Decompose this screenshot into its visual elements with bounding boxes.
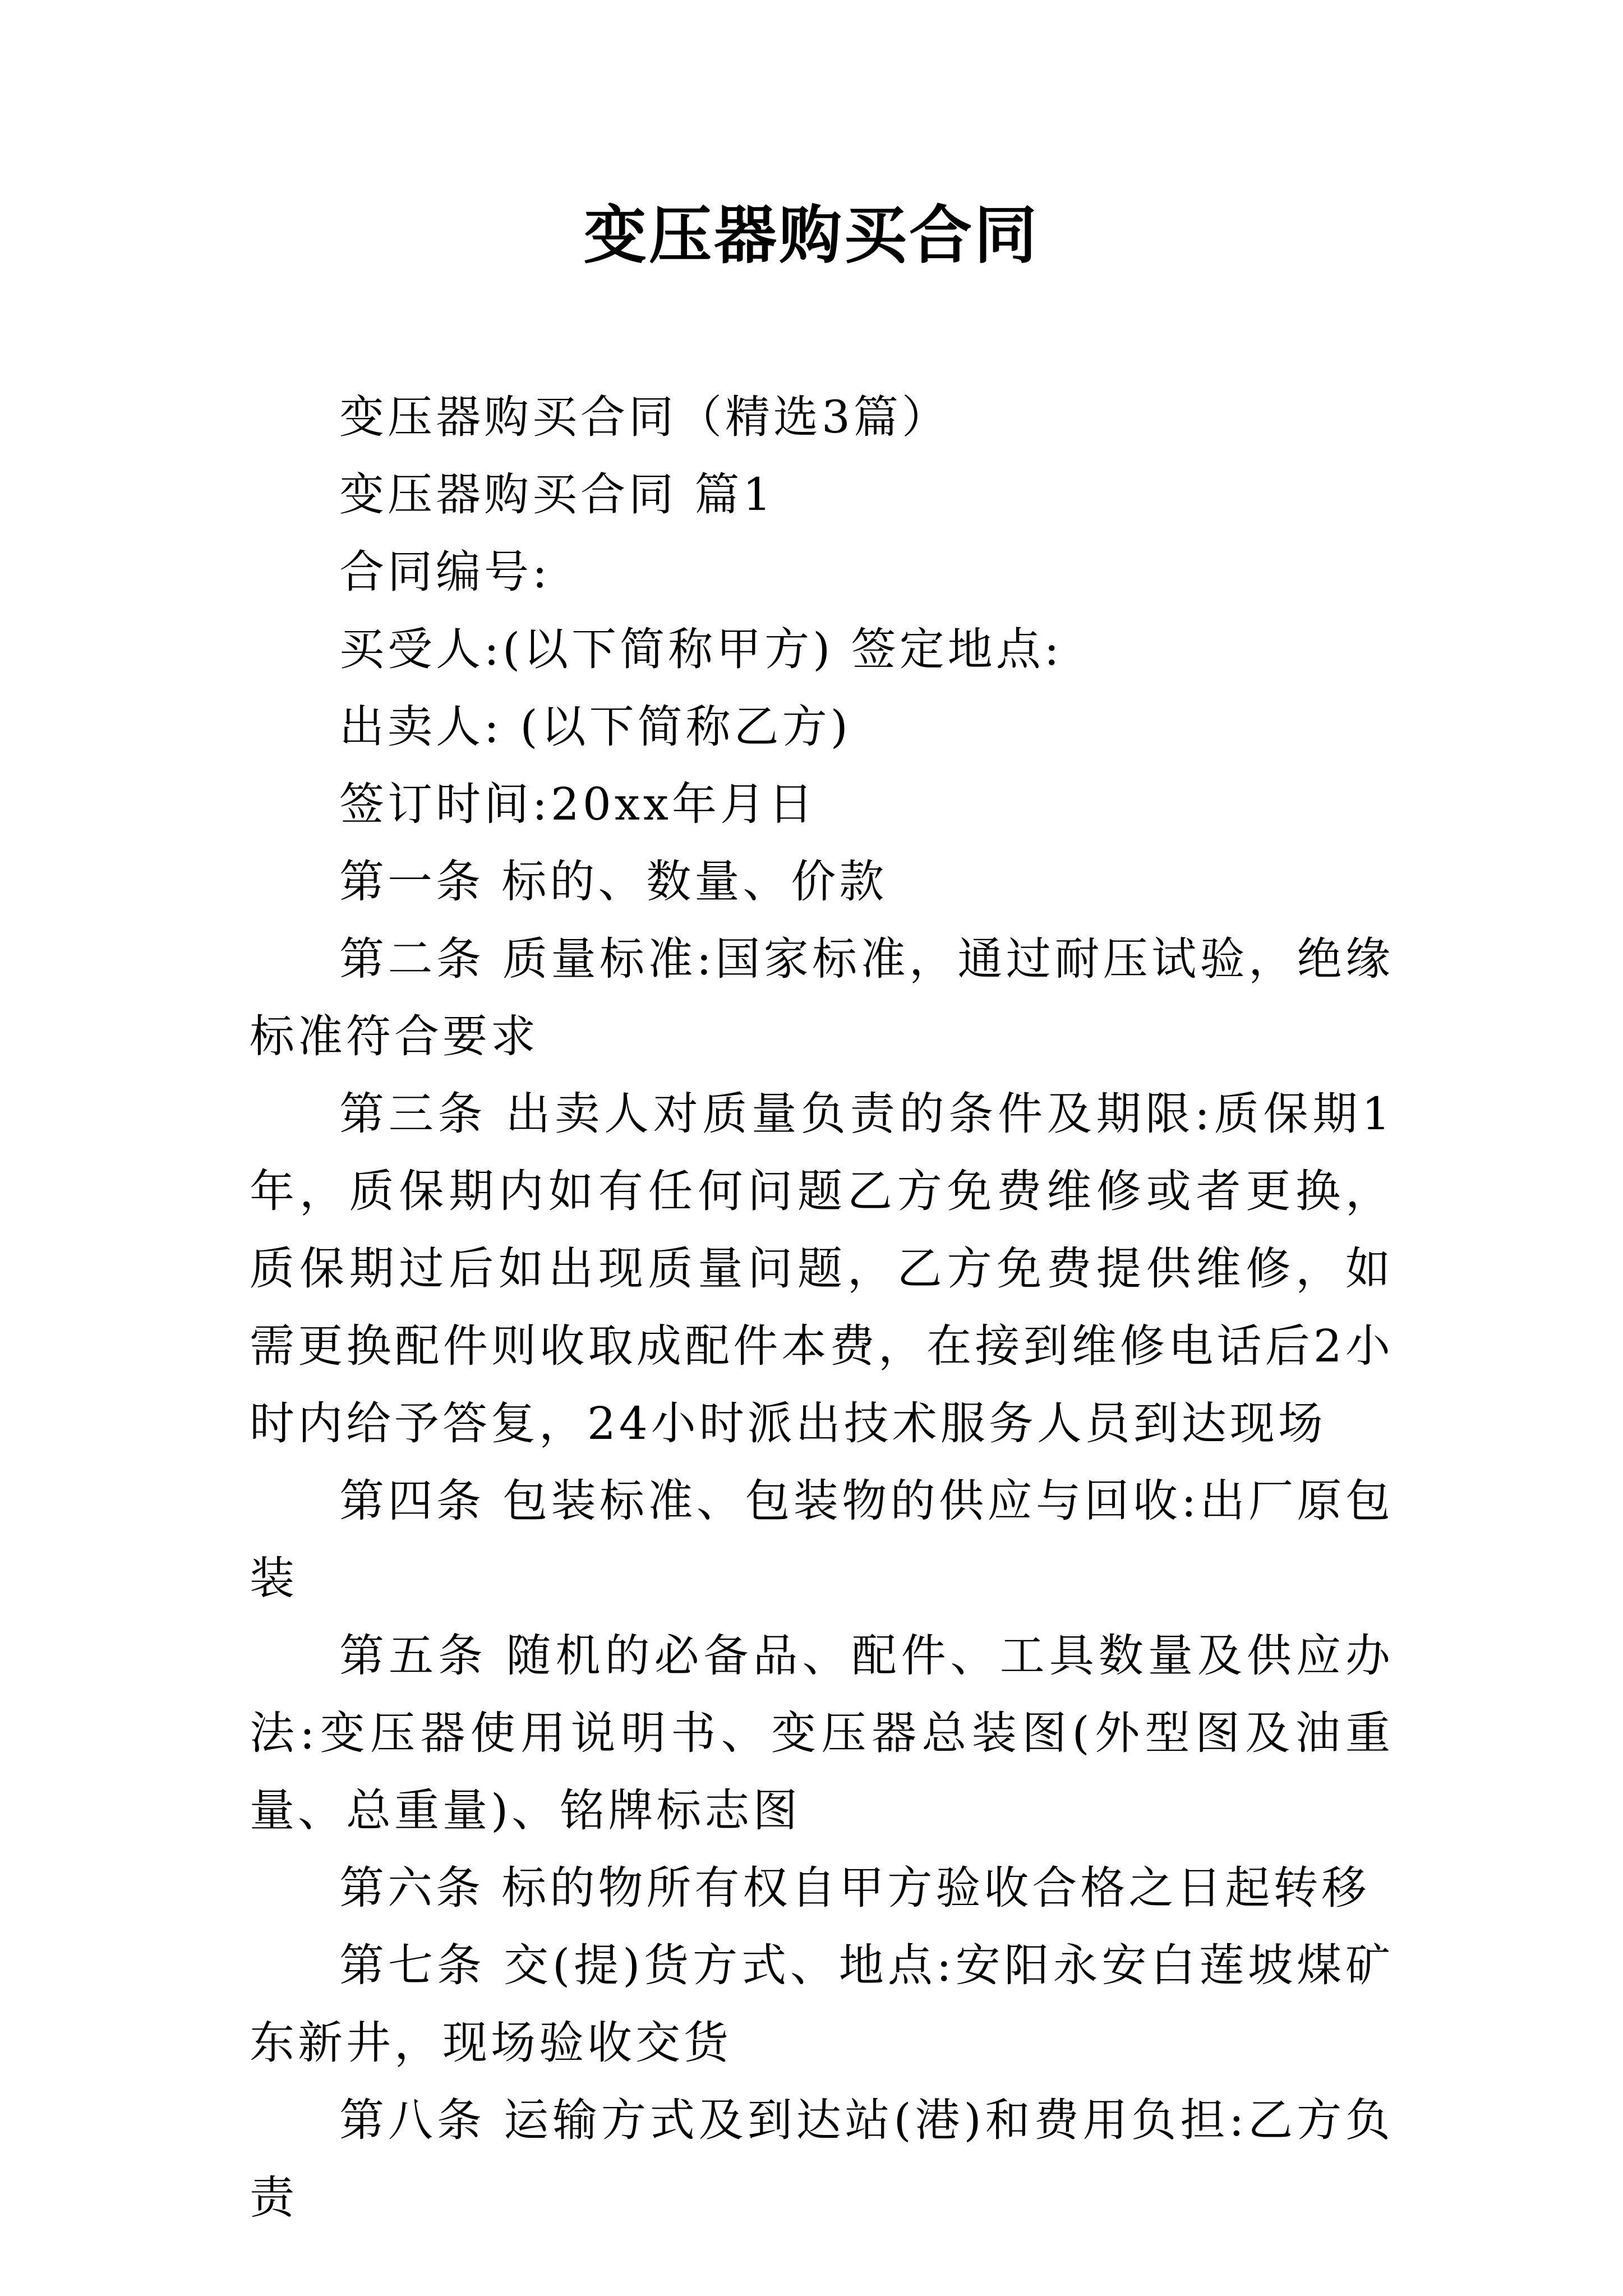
paragraph-buyer: 买受人:(以下简称甲方) 签定地点: xyxy=(339,623,1063,675)
document-title: 变压器购买合同 xyxy=(584,199,1039,272)
paragraph-contract-number: 合同编号: xyxy=(339,546,551,598)
paragraph-article-6: 第六条 标的物所有权自甲方验收合格之日起转移 xyxy=(339,1862,1370,1914)
paragraph-subtitle: 变压器购买合同（精选3篇） xyxy=(339,391,950,443)
paragraph-article-4: 第四条 包装标准、包装物的供应与回收:出厂原包装 xyxy=(250,1475,1394,1604)
paragraph-article-7: 第七条 交(提)货方式、地点:安阳永安白莲坡煤矿东新井，现场验收交货 xyxy=(250,1939,1394,2069)
paragraph-sign-date: 签订时间:20xx年月日 xyxy=(339,778,817,830)
paragraph-section-heading: 变压器购买合同 篇1 xyxy=(339,468,775,521)
paragraph-article-8: 第八条 运输方式及到达站(港)和费用负担:乙方负责 xyxy=(250,2094,1394,2224)
document-body xyxy=(250,379,1394,2237)
paragraph-article-2: 第二条 质量标准:国家标准，通过耐压试验，绝缘标准符合要求 xyxy=(250,933,1394,1062)
paragraph-article-3: 第三条 出卖人对质量负责的条件及期限:质保期1年，质保期内如有任何问题乙方免费维修或者更换，质保期过后如出现质量问题，乙方免费提供维修，如需更换配件则收取成配件本费，在接到维修电话后2小时内给予答复，24小时派出技术服务人员到达现场 xyxy=(250,1088,1394,1450)
paragraph-article-5: 第五条 随机的必备品、配件、工具数量及供应办法:变压器使用说明书、变压器总装图(外型图及油重量、总重量)、铭牌标志图 xyxy=(250,1630,1394,1837)
paragraph-article-1: 第一条 标的、数量、价款 xyxy=(339,855,888,908)
paragraph-seller: 出卖人: (以下简称乙方) xyxy=(339,701,851,753)
